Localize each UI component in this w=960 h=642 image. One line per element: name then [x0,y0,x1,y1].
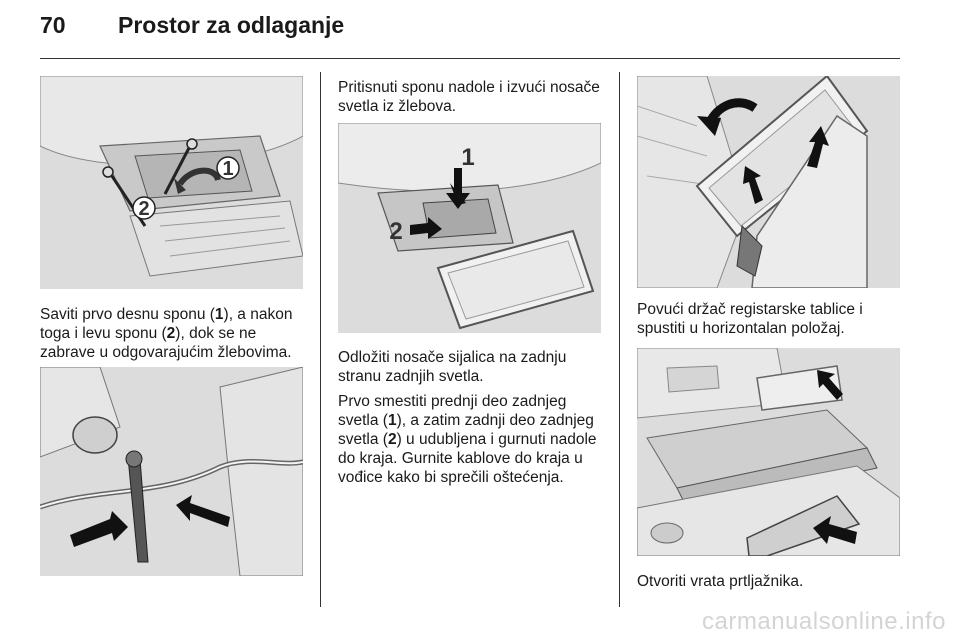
watermark: carmanualsonline.info [702,608,946,635]
paragraph: Prvo smestiti prednji deo zadnjeg svetla (1), a zatim zadnji deo zadnjeg svetla (2) u udubljena i gurnuti nadole do kraja. Gurnite kablove do kraja u vođice kako bi sprečili oštećenja. [338,393,597,486]
callout-1-label: 1 [461,144,475,171]
spring-clips-illustration [40,76,303,289]
paragraph: Odložiti nosače sijalica na zadnju stranu zadnjih svetla. [338,349,567,385]
callout-1-label: 1 [222,158,234,180]
lamp-holder-illustration [338,123,601,333]
column-divider-right [619,72,620,607]
instruction-lower-plate-holder [637,300,902,344]
figure-plate-holder [637,76,900,288]
instruction-fold-clips [40,305,308,368]
paragraph: Saviti prvo desnu sponu (1), a nakon toga i levu sponu (2), dok se ne zabrave u odgovarajućim žlebovima. [40,306,293,361]
instruction-stow-holders [338,348,608,493]
plate-holder-illustration [637,76,900,288]
tailgate-illustration [637,348,900,556]
figure-cable-routing [40,367,303,576]
cable-routing-illustration [40,367,303,576]
figure-lamp-holder [338,123,601,333]
paragraph: Pritisnuti sponu nadole i izvući nosače svetla iz žlebova. [338,79,600,115]
header-rule [40,58,900,59]
instruction-open-tailgate [637,572,902,597]
callout-2-label: 2 [389,218,403,245]
figure-spring-clips [40,76,303,289]
page-number: 70 [40,12,66,38]
figure-tailgate [637,348,900,556]
instruction-remove-holders [338,78,603,122]
column-divider-left [320,72,321,607]
callout-2-label: 2 [138,198,150,220]
paragraph: Otvoriti vrata prtljažnika. [637,573,804,590]
paragraph: Povući držač registarske tablice i spustiti u horizontalan položaj. [637,301,863,337]
page-title: Prostor za odlaganje [118,12,345,38]
